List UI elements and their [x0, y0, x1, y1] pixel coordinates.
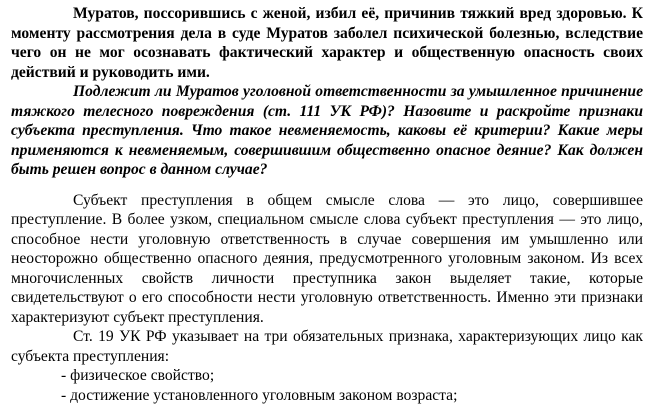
answer-paragraph-article-19: Ст. 19 УК РФ указывает на три обязательных признака, характеризующих лицо как субъекта преступления: [11, 328, 643, 365]
paragraph-gap [11, 180, 643, 191]
list-item-age-requirement: - достижение установленного уголовным законом возраста; [61, 386, 458, 404]
list-item-physical-property: - физическое свойство; [61, 367, 215, 384]
task-questions: Подлежит ли Муратов уголовной ответственности за умышленное причинение тяжкого телесного повреждения (ст. 111 УК РФ)? Назовите и раскройте признаки субъекта преступления. Что такое невменяемость, каковы её критерии? Какие меры применяются к невменяемым, совершившим общественно опасное деяние? Как должен быть решен вопрос в данном случае? [11, 83, 643, 178]
answer-paragraph-subject-definition: Субъект преступления в общем смысле слова — это лицо, совершившее преступление. В более узком, специальном смысле слова субъект преступления — это лицо, способное нести уголовную ответственность в случае совершения им умышленно или неосторожно общественно опасного деяния, предусмотренного уголовным законом. Из всех многочисленных свойств личности преступника закон выделяет такие, которые свидетельствуют о его способности нести уголовную ответственность. Именно эти признаки характеризуют субъект преступления. [11, 191, 643, 326]
case-description: Муратов, поссорившись с женой, избил её, причинив тяжкий вред здоровью. К моменту рассмотрения дела в суде Муратов заболел психической болезнью, вследствие чего он не мог осознавать фактический характер и общественную опасность своих действий и руководить ими. [11, 5, 643, 81]
document-page [11, 4, 643, 405]
